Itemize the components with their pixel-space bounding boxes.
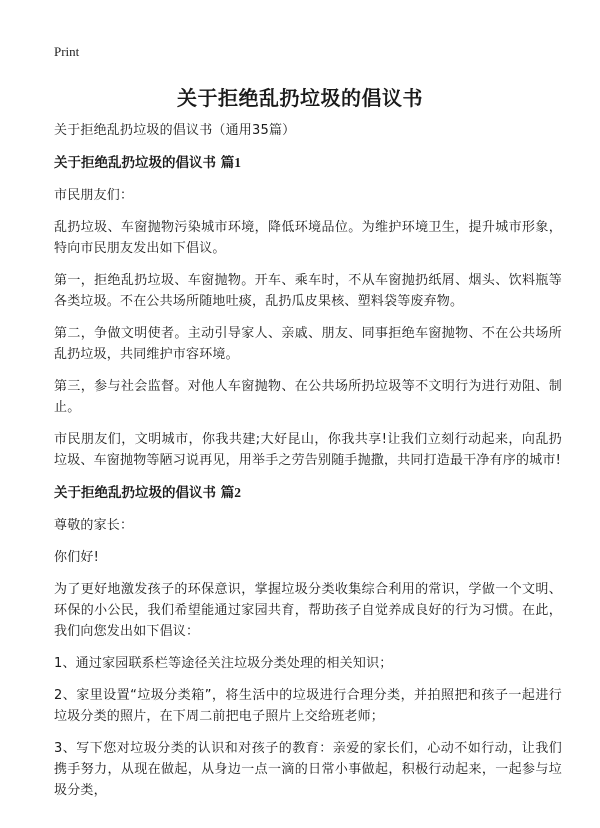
paragraph: 3、写下您对垃圾分类的认识和对孩子的教育：亲爱的家长们，心动不如行动，让我们携手努力，从现在做起，从身边一点一滴的日常小事做起，积极行动起来，一起参与垃圾分类， <box>54 741 562 798</box>
paragraph: 第三，参与社会监督。对他人车窗抛物、在公共场所扔垃圾等不文明行为进行劝阻、制止。 <box>54 379 562 415</box>
paragraph: 2、家里设置“垃圾分类箱”，将生活中的垃圾进行合理分类，并拍照把和孩子一起进行垃圾分类的照片，在下周二前把电子照片上交给班老师； <box>54 688 562 724</box>
section-heading-2-text: 关于拒绝乱扔垃圾的倡议书 篇 <box>54 485 235 501</box>
section-heading-2-number: 2 <box>234 485 241 500</box>
paragraph: 为了更好地激发孩子的环保意识，掌握垃圾分类收集综合利用的常识，学做一个文明、环保的小公民，我们希望能通过家园共育，帮助孩子自觉养成良好的行为习惯。在此，我们向您发出如下倡议： <box>54 582 562 639</box>
section-heading-2 <box>54 482 562 504</box>
page-title: 关于拒绝乱扔垃圾的倡议书 <box>177 86 423 110</box>
paragraph: 第一，拒绝乱扔垃圾、车窗抛物。开车、乘车时，不从车窗抛扔纸屑、烟头、饮料瓶等各类垃圾。不在公共场所随地吐痰，乱扔瓜皮果核、塑料袋等废弃物。 <box>54 273 562 309</box>
paragraph: 市民朋友们，文明城市，你我共建;大好昆山，你我共享!让我们立刻行动起来，向乱扔垃圾、车窗抛物等陋习说再见，用举手之劳告别随手抛撒，共同打造最干净有序的城市! <box>54 432 562 468</box>
document-subtitle: 关于拒绝乱扔垃圾的倡议书（通用35篇） <box>54 123 296 138</box>
section-heading-1-text: 关于拒绝乱扔垃圾的倡议书 篇 <box>54 155 235 171</box>
print-label: Print <box>54 44 80 59</box>
document-body <box>54 120 562 812</box>
paragraph: 第二，争做文明使者。主动引导家人、亲戚、朋友、同事拒绝车窗抛物、不在公共场所乱扔垃圾，共同维护市容环境。 <box>54 326 562 362</box>
section-heading-1 <box>54 152 562 174</box>
paragraph: 你们好! <box>54 550 100 565</box>
section-heading-1-number: 1 <box>234 155 241 170</box>
paragraph: 市民朋友们： <box>54 188 134 203</box>
paragraph: 尊敬的家长： <box>54 518 134 533</box>
paragraph: 1、通过家园联系栏等途径关注垃圾分类处理的相关知识； <box>54 656 393 671</box>
paragraph: 乱扔垃圾、车窗抛物污染城市环境，降低环境品位。为维护环境卫生，提升城市形象，特向市民朋友发出如下倡议。 <box>54 220 562 256</box>
